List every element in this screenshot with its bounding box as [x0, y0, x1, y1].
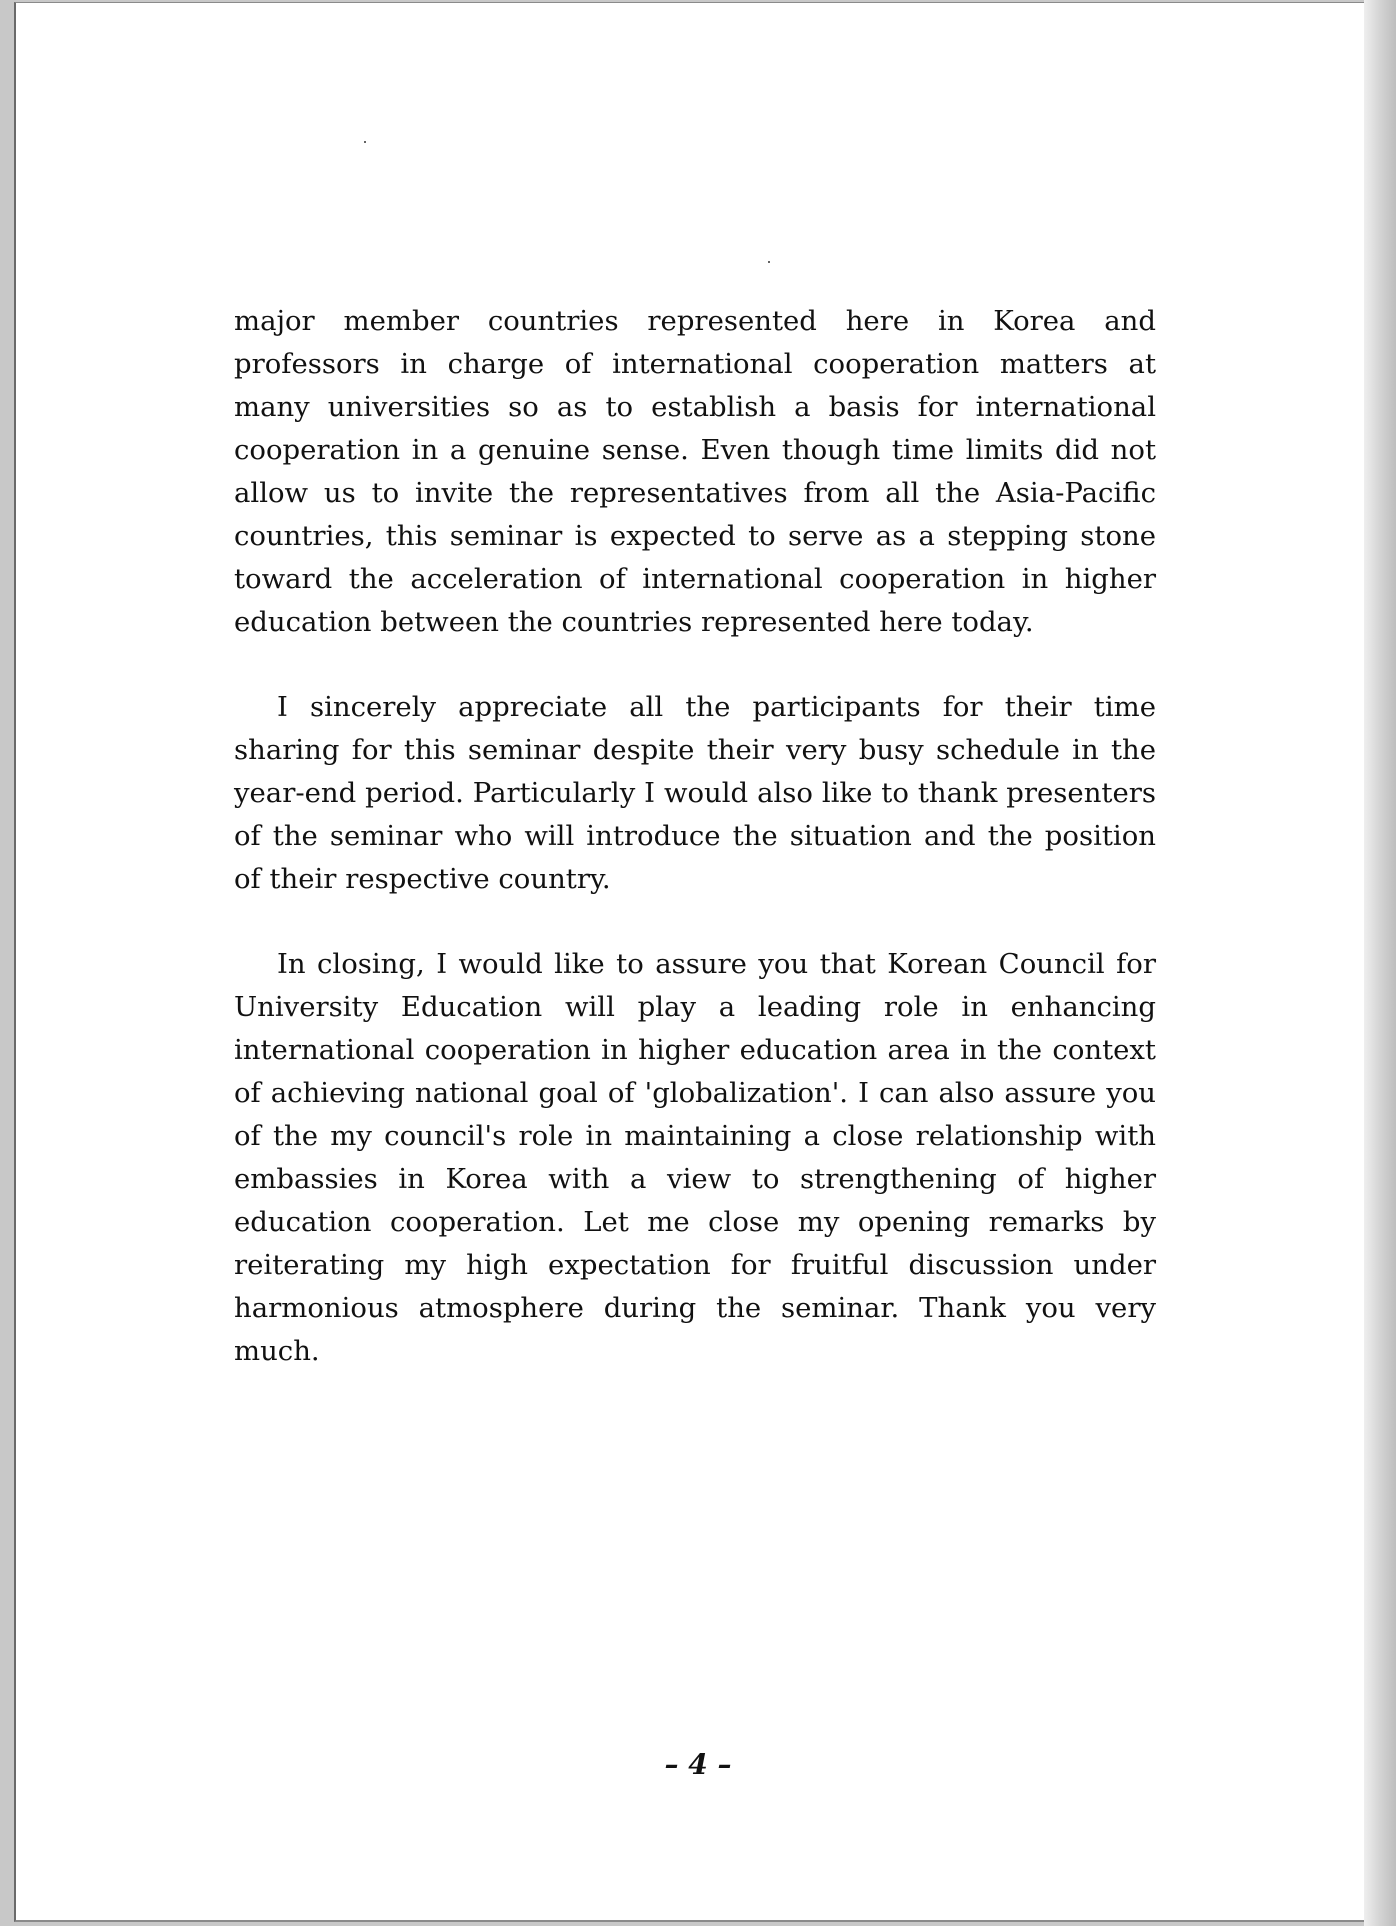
body-text — [234, 300, 1156, 1415]
paragraph-closing: In closing, I would like to assure you that Korean Council for University Education will play a leading role in enhancing international cooperation in higher education area in the context of achieving national goal of 'globalization'. I can also assure you of the my council's role in maintaining a close relationship with embassies in Korea with a view to strengthening of higher education cooperation. Let me close my opening remarks by reiterating my high expectation for fruitful discussion under harmonious atmosphere during the seminar. Thank you very much. — [234, 948, 1156, 1367]
page-number: – 4 – — [664, 1748, 732, 1781]
paragraph-continuation: major member countries represented here in Korea and professors in charge of international cooperation matters at many universities so as to establish a basis for international cooperation in a genuine sense. Even though time limits did not allow us to invite the representatives from all the Asia-Pacific countries, this seminar is expected to serve as a stepping stone toward the acceleration of international cooperation in higher education between the countries represented here today. — [234, 305, 1156, 638]
paragraph-appreciation: I sincerely appreciate all the participants for their time sharing for this seminar despite their very busy schedule in the year-end period. Particularly I would also like to thank presenters of the seminar who will introduce the situation and the position of their respective country. — [234, 691, 1156, 895]
scan-speck — [364, 141, 366, 143]
page-edge-shadow — [1364, 0, 1396, 1926]
scan-speck — [768, 261, 770, 263]
